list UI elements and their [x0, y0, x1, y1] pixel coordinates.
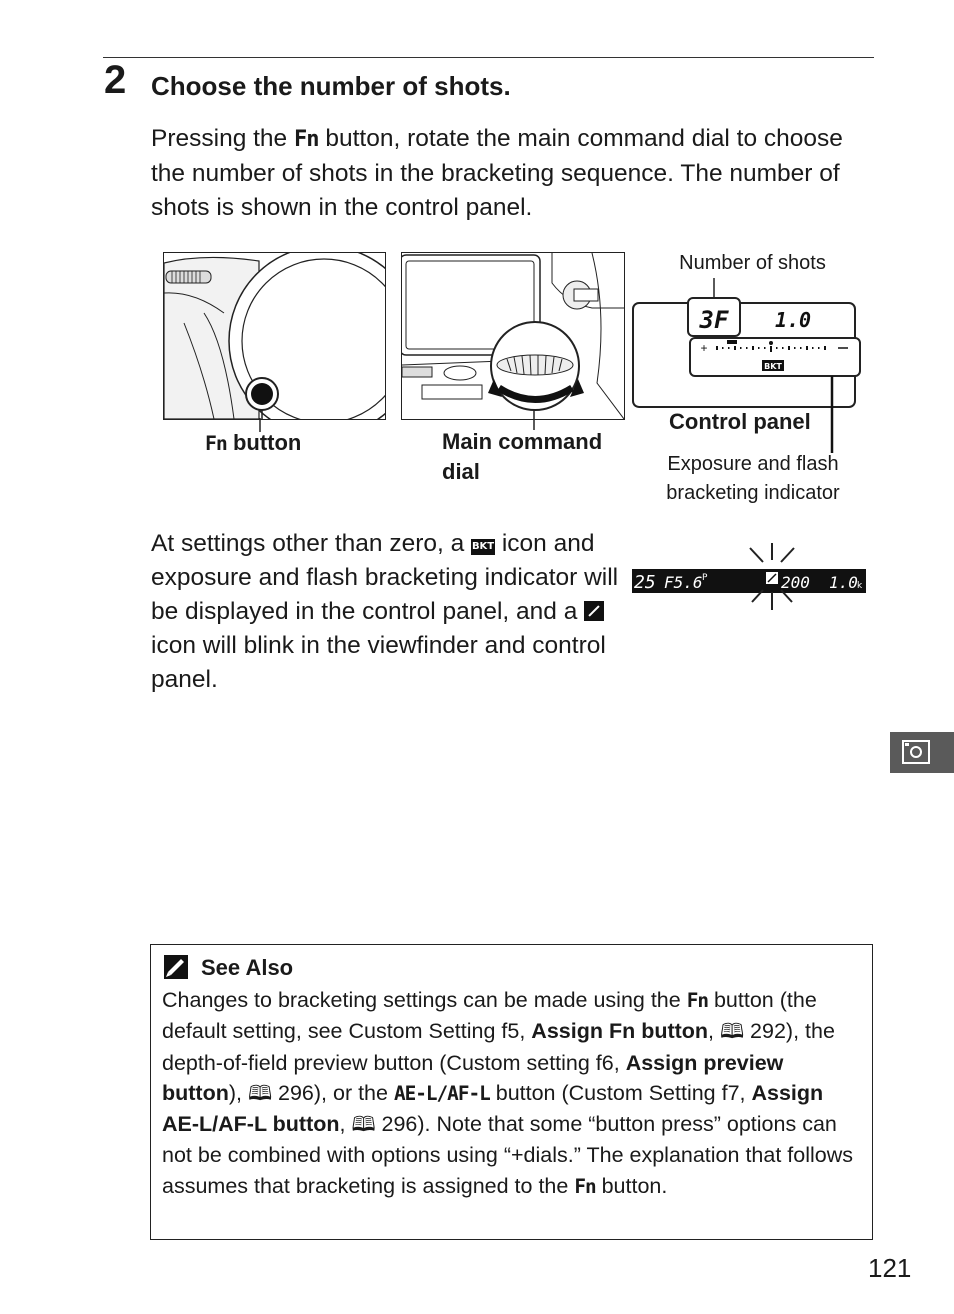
page-number: 121	[868, 1253, 912, 1283]
lcd-value-text: 1.0	[774, 308, 812, 332]
pencil-check-icon	[164, 955, 188, 979]
settings-paragraph: At settings other than zero, a BKT icon and exposure and flash bracketing indicator will be displayed in the control panel, and a icon will blink in the viewfinder and control panel.	[151, 530, 619, 693]
number-of-shots-label: Number of shots	[679, 252, 826, 274]
see-also-text: Changes to bracketing settings can be made using the Fn button (the default setting, see Custom Setting f5, Assign Fn button, 🕮 292), the depth-of-field preview button (Custom setting f6, Assign preview button), 🕮 296), or the AE-L/AF-L button (Custom Setting f7, Assign AE-L/AF-L button, 🕮 296). Note that some “button press” options can not be combined with options using “+dials.” The explanation that follows assumes that bracketing is assigned to the Fn button.	[162, 988, 854, 1198]
fn-button-name: Fn	[294, 127, 319, 152]
camera-front-photo	[163, 252, 386, 420]
section-tab	[890, 732, 954, 773]
exposure-comp-icon	[584, 601, 604, 621]
camera-back-photo	[401, 252, 625, 420]
vf-aperture-text: F5.6	[664, 573, 703, 592]
vf-k-text: k	[857, 581, 863, 591]
bkt-icon: BKT	[471, 539, 495, 555]
vf-shutter-text: 25	[634, 572, 656, 593]
top-rule	[103, 57, 874, 58]
lcd-shots-text: 3F	[699, 306, 729, 334]
viewfinder-display	[630, 540, 870, 615]
main-command-dial-caption: Main command dial	[442, 429, 603, 484]
vf-mode-text: P	[702, 573, 708, 583]
manual-ref-icon: 🕮	[351, 1114, 376, 1137]
step-number: 2	[104, 58, 127, 102]
bracketing-indicator-label: Exposure and flash bracketing indicator	[666, 453, 840, 504]
manual-ref-icon: 🕮	[720, 1021, 745, 1044]
see-also-heading: See Also	[201, 955, 294, 980]
control-panel-caption: Control panel	[669, 409, 811, 434]
intro-paragraph: Pressing the Fn button, rotate the main command dial to choose the number of shots in the bracketing sequence. The number of shots is shown in the control panel.	[151, 125, 843, 221]
fn-button-caption: Fn button	[205, 430, 302, 455]
step-title: Choose the number of shots.	[151, 71, 511, 101]
see-also-box	[150, 944, 873, 1240]
vf-iso-text: 200	[781, 573, 810, 592]
lcd-bkt-text: BKT	[764, 362, 782, 371]
manual-ref-icon: 🕮	[247, 1082, 273, 1105]
svg-text:+: +	[700, 341, 708, 355]
vf-value-text: 1.0	[829, 573, 858, 592]
